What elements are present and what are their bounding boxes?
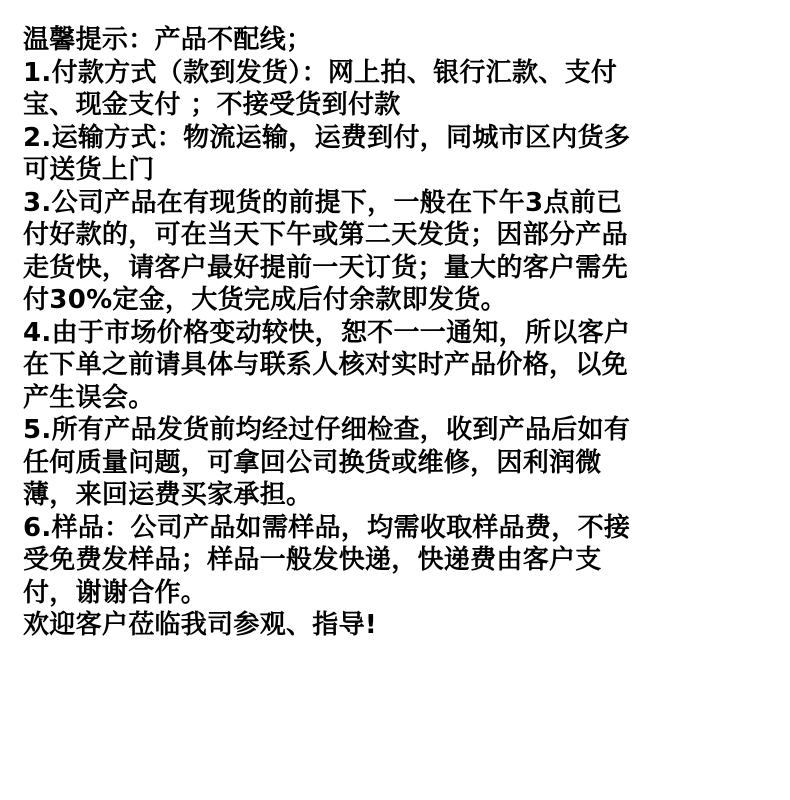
- notice-line: 3.公司产品在有现货的前提下，一般在下午3点前已: [23, 187, 623, 218]
- notice-item-payment: [23, 57, 783, 122]
- notice-line: 薄，来回运费买家承担。: [23, 480, 313, 510]
- notice-line: 可送货上门: [23, 155, 155, 185]
- notice-item-delivery-time: [23, 187, 783, 317]
- notice-title: 温馨提示：产品不配线；: [23, 25, 313, 55]
- notice-line: 产生误会。: [23, 382, 155, 413]
- notice-line: 4.由于市场价格变动较快，恕不一一通知，所以客户: [23, 317, 631, 348]
- notice-line: 1.付款方式（款到发货）：网上拍、银行汇款、支付: [23, 57, 618, 88]
- notice-item-shipping: [23, 122, 783, 187]
- notice-item-samples: [23, 512, 783, 610]
- notice-line: 付好款的，可在当天下午或第二天发货；因部分产品: [23, 220, 628, 250]
- notice-line: 付30%定金，大货完成后付余款即发货。: [23, 285, 507, 315]
- notice-line: 6.样品：公司产品如需样品，均需收取样品费，不接: [23, 512, 631, 543]
- notice-text-block: [23, 24, 783, 642]
- notice-line: 任何质量问题，可拿回公司换货或维修，因利润微: [23, 447, 602, 478]
- notice-line: 2.运输方式：物流运输，运费到付，同城市区内货多: [23, 122, 631, 153]
- notice-line: 5.所有产品发货前均经过仔细检查，收到产品后如有: [23, 415, 631, 445]
- notice-line: 付，谢谢合作。: [23, 577, 208, 608]
- notice-item-quality: [23, 414, 783, 512]
- notice-line: 宝、现金支付 ；不接受货到付款: [23, 90, 401, 120]
- notice-line: 走货快，请客户最好提前一天订货；量大的客户需先: [23, 252, 628, 283]
- notice-line: 受免费发样品；样品一般发快递，快递费由客户支: [23, 545, 602, 575]
- notice-closing: 欢迎客户莅临我司参观、指导!: [23, 610, 378, 640]
- notice-item-pricing: [23, 317, 783, 415]
- notice-line: 在下单之前请具体与联系人核对实时产品价格，以免: [23, 350, 628, 380]
